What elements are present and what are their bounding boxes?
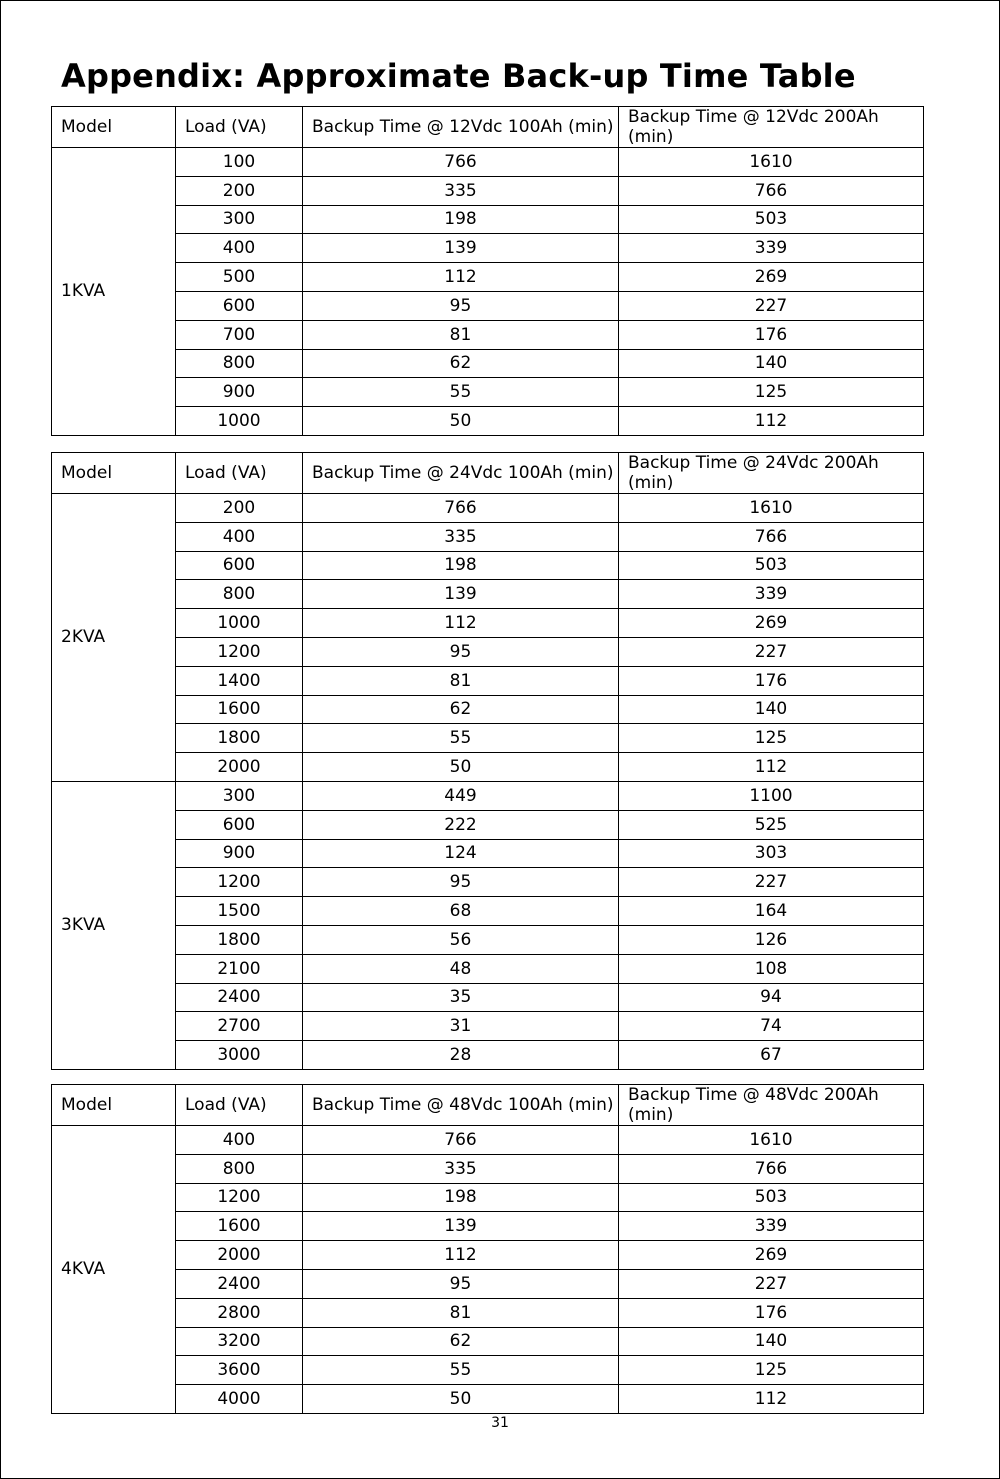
table-row [52, 925, 924, 954]
backup-200ah-cell: 140 [619, 349, 924, 378]
backup-100ah-cell: 95 [303, 1269, 619, 1298]
table-row [52, 234, 924, 263]
table-row [52, 983, 924, 1012]
backup-table-12vdc [51, 106, 924, 436]
load-cell: 900 [176, 378, 303, 407]
table-row [52, 1269, 924, 1298]
table-row [52, 291, 924, 320]
backup-200ah-cell: 1610 [619, 494, 924, 523]
backup-200ah-cell: 503 [619, 1183, 924, 1212]
header-model: Model [52, 1085, 176, 1126]
header-backup-100ah: Backup Time @ 12Vdc 100Ah (min) [303, 107, 619, 148]
backup-100ah-cell: 56 [303, 925, 619, 954]
load-cell: 1200 [176, 868, 303, 897]
backup-200ah-cell: 74 [619, 1012, 924, 1041]
load-cell: 4000 [176, 1385, 303, 1414]
load-cell: 300 [176, 781, 303, 810]
backup-100ah-cell: 95 [303, 868, 619, 897]
table-row [52, 148, 924, 177]
model-cell: 1KVA [52, 148, 176, 436]
backup-100ah-cell: 766 [303, 494, 619, 523]
table-row [52, 810, 924, 839]
backup-100ah-cell: 31 [303, 1012, 619, 1041]
header-model: Model [52, 107, 176, 148]
backup-200ah-cell: 503 [619, 205, 924, 234]
load-cell: 2400 [176, 983, 303, 1012]
backup-100ah-cell: 95 [303, 637, 619, 666]
backup-200ah-cell: 525 [619, 810, 924, 839]
header-model: Model [52, 453, 176, 494]
load-cell: 1600 [176, 695, 303, 724]
table-row [52, 839, 924, 868]
backup-200ah-cell: 125 [619, 1356, 924, 1385]
table-row [52, 263, 924, 292]
load-cell: 2000 [176, 753, 303, 782]
backup-100ah-cell: 81 [303, 666, 619, 695]
backup-200ah-cell: 140 [619, 1327, 924, 1356]
page-title: Appendix: Approximate Back-up Time Table [61, 57, 856, 95]
backup-table-48vdc [51, 1084, 924, 1414]
load-cell: 3600 [176, 1356, 303, 1385]
backup-100ah-cell: 766 [303, 1126, 619, 1155]
page-number: 31 [491, 1415, 509, 1431]
backup-200ah-cell: 112 [619, 753, 924, 782]
backup-100ah-cell: 112 [303, 1241, 619, 1270]
table-header-row [52, 107, 924, 148]
backup-100ah-cell: 50 [303, 753, 619, 782]
load-cell: 900 [176, 839, 303, 868]
model-cell: 2KVA [52, 494, 176, 782]
load-cell: 200 [176, 176, 303, 205]
backup-200ah-cell: 339 [619, 234, 924, 263]
table-row [52, 897, 924, 926]
table-row [52, 753, 924, 782]
backup-100ah-cell: 139 [303, 234, 619, 263]
table-row [52, 522, 924, 551]
load-cell: 2100 [176, 954, 303, 983]
load-cell: 800 [176, 349, 303, 378]
backup-100ah-cell: 112 [303, 263, 619, 292]
backup-200ah-cell: 227 [619, 868, 924, 897]
load-cell: 100 [176, 148, 303, 177]
backup-200ah-cell: 140 [619, 695, 924, 724]
backup-200ah-cell: 269 [619, 609, 924, 638]
load-cell: 600 [176, 551, 303, 580]
backup-200ah-cell: 108 [619, 954, 924, 983]
table-row [52, 868, 924, 897]
backup-200ah-cell: 112 [619, 1385, 924, 1414]
backup-100ah-cell: 198 [303, 205, 619, 234]
load-cell: 400 [176, 234, 303, 263]
backup-200ah-cell: 766 [619, 522, 924, 551]
table-row [52, 1298, 924, 1327]
backup-100ah-cell: 198 [303, 1183, 619, 1212]
model-cell: 3KVA [52, 781, 176, 1069]
load-cell: 1400 [176, 666, 303, 695]
backup-200ah-cell: 126 [619, 925, 924, 954]
backup-200ah-cell: 339 [619, 1212, 924, 1241]
load-cell: 200 [176, 494, 303, 523]
backup-200ah-cell: 503 [619, 551, 924, 580]
table-header-row [52, 1085, 924, 1126]
table-row [52, 1012, 924, 1041]
backup-100ah-cell: 335 [303, 522, 619, 551]
load-cell: 1200 [176, 1183, 303, 1212]
header-load: Load (VA) [176, 453, 303, 494]
backup-100ah-cell: 139 [303, 1212, 619, 1241]
backup-200ah-cell: 766 [619, 1154, 924, 1183]
table-row [52, 580, 924, 609]
backup-100ah-cell: 335 [303, 1154, 619, 1183]
table-row [52, 1041, 924, 1070]
table-row [52, 494, 924, 523]
table-row [52, 205, 924, 234]
backup-100ah-cell: 68 [303, 897, 619, 926]
backup-100ah-cell: 766 [303, 148, 619, 177]
backup-200ah-cell: 94 [619, 983, 924, 1012]
load-cell: 1600 [176, 1212, 303, 1241]
table-row [52, 695, 924, 724]
table-row [52, 954, 924, 983]
load-cell: 1500 [176, 897, 303, 926]
table-row [52, 1212, 924, 1241]
backup-200ah-cell: 269 [619, 1241, 924, 1270]
backup-200ah-cell: 176 [619, 666, 924, 695]
header-load: Load (VA) [176, 1085, 303, 1126]
backup-200ah-cell: 227 [619, 1269, 924, 1298]
backup-200ah-cell: 67 [619, 1041, 924, 1070]
table-row [52, 781, 924, 810]
backup-100ah-cell: 222 [303, 810, 619, 839]
backup-100ah-cell: 55 [303, 378, 619, 407]
backup-200ah-cell: 1100 [619, 781, 924, 810]
backup-200ah-cell: 176 [619, 1298, 924, 1327]
load-cell: 1800 [176, 724, 303, 753]
backup-200ah-cell: 269 [619, 263, 924, 292]
table-row [52, 1385, 924, 1414]
load-cell: 400 [176, 522, 303, 551]
load-cell: 2400 [176, 1269, 303, 1298]
backup-200ah-cell: 1610 [619, 1126, 924, 1155]
header-backup-100ah: Backup Time @ 24Vdc 100Ah (min) [303, 453, 619, 494]
load-cell: 2700 [176, 1012, 303, 1041]
load-cell: 1200 [176, 637, 303, 666]
backup-100ah-cell: 48 [303, 954, 619, 983]
backup-100ah-cell: 81 [303, 1298, 619, 1327]
load-cell: 3000 [176, 1041, 303, 1070]
backup-200ah-cell: 766 [619, 176, 924, 205]
load-cell: 700 [176, 320, 303, 349]
load-cell: 1800 [176, 925, 303, 954]
backup-200ah-cell: 125 [619, 724, 924, 753]
table-row [52, 1327, 924, 1356]
backup-100ah-cell: 55 [303, 724, 619, 753]
backup-100ah-cell: 62 [303, 1327, 619, 1356]
backup-100ah-cell: 139 [303, 580, 619, 609]
table-row [52, 407, 924, 436]
table-row [52, 1241, 924, 1270]
table-header-row [52, 453, 924, 494]
load-cell: 800 [176, 1154, 303, 1183]
table-row [52, 609, 924, 638]
backup-200ah-cell: 164 [619, 897, 924, 926]
table-row [52, 1356, 924, 1385]
table-row [52, 551, 924, 580]
load-cell: 400 [176, 1126, 303, 1155]
table-row [52, 378, 924, 407]
backup-100ah-cell: 112 [303, 609, 619, 638]
load-cell: 3200 [176, 1327, 303, 1356]
backup-100ah-cell: 50 [303, 1385, 619, 1414]
model-cell: 4KVA [52, 1126, 176, 1414]
backup-100ah-cell: 81 [303, 320, 619, 349]
load-cell: 2800 [176, 1298, 303, 1327]
backup-200ah-cell: 303 [619, 839, 924, 868]
backup-100ah-cell: 124 [303, 839, 619, 868]
backup-200ah-cell: 1610 [619, 148, 924, 177]
table-row [52, 1154, 924, 1183]
load-cell: 600 [176, 291, 303, 320]
table-row [52, 1183, 924, 1212]
backup-100ah-cell: 28 [303, 1041, 619, 1070]
table-row [52, 1126, 924, 1155]
header-backup-100ah: Backup Time @ 48Vdc 100Ah (min) [303, 1085, 619, 1126]
backup-table-24vdc [51, 452, 924, 1070]
table-row [52, 666, 924, 695]
backup-100ah-cell: 50 [303, 407, 619, 436]
header-load: Load (VA) [176, 107, 303, 148]
backup-200ah-cell: 227 [619, 291, 924, 320]
load-cell: 600 [176, 810, 303, 839]
header-backup-200ah: Backup Time @ 12Vdc 200Ah (min) [619, 107, 924, 148]
load-cell: 300 [176, 205, 303, 234]
load-cell: 500 [176, 263, 303, 292]
load-cell: 1000 [176, 407, 303, 436]
table-row [52, 176, 924, 205]
backup-100ah-cell: 449 [303, 781, 619, 810]
header-backup-200ah: Backup Time @ 48Vdc 200Ah (min) [619, 1085, 924, 1126]
load-cell: 1000 [176, 609, 303, 638]
table-row [52, 724, 924, 753]
backup-200ah-cell: 339 [619, 580, 924, 609]
backup-200ah-cell: 112 [619, 407, 924, 436]
backup-100ah-cell: 335 [303, 176, 619, 205]
backup-100ah-cell: 95 [303, 291, 619, 320]
table-row [52, 320, 924, 349]
backup-200ah-cell: 125 [619, 378, 924, 407]
load-cell: 800 [176, 580, 303, 609]
backup-100ah-cell: 198 [303, 551, 619, 580]
load-cell: 2000 [176, 1241, 303, 1270]
table-row [52, 349, 924, 378]
backup-100ah-cell: 62 [303, 695, 619, 724]
header-backup-200ah: Backup Time @ 24Vdc 200Ah (min) [619, 453, 924, 494]
backup-200ah-cell: 227 [619, 637, 924, 666]
table-row [52, 637, 924, 666]
backup-100ah-cell: 55 [303, 1356, 619, 1385]
backup-200ah-cell: 176 [619, 320, 924, 349]
backup-100ah-cell: 62 [303, 349, 619, 378]
backup-100ah-cell: 35 [303, 983, 619, 1012]
